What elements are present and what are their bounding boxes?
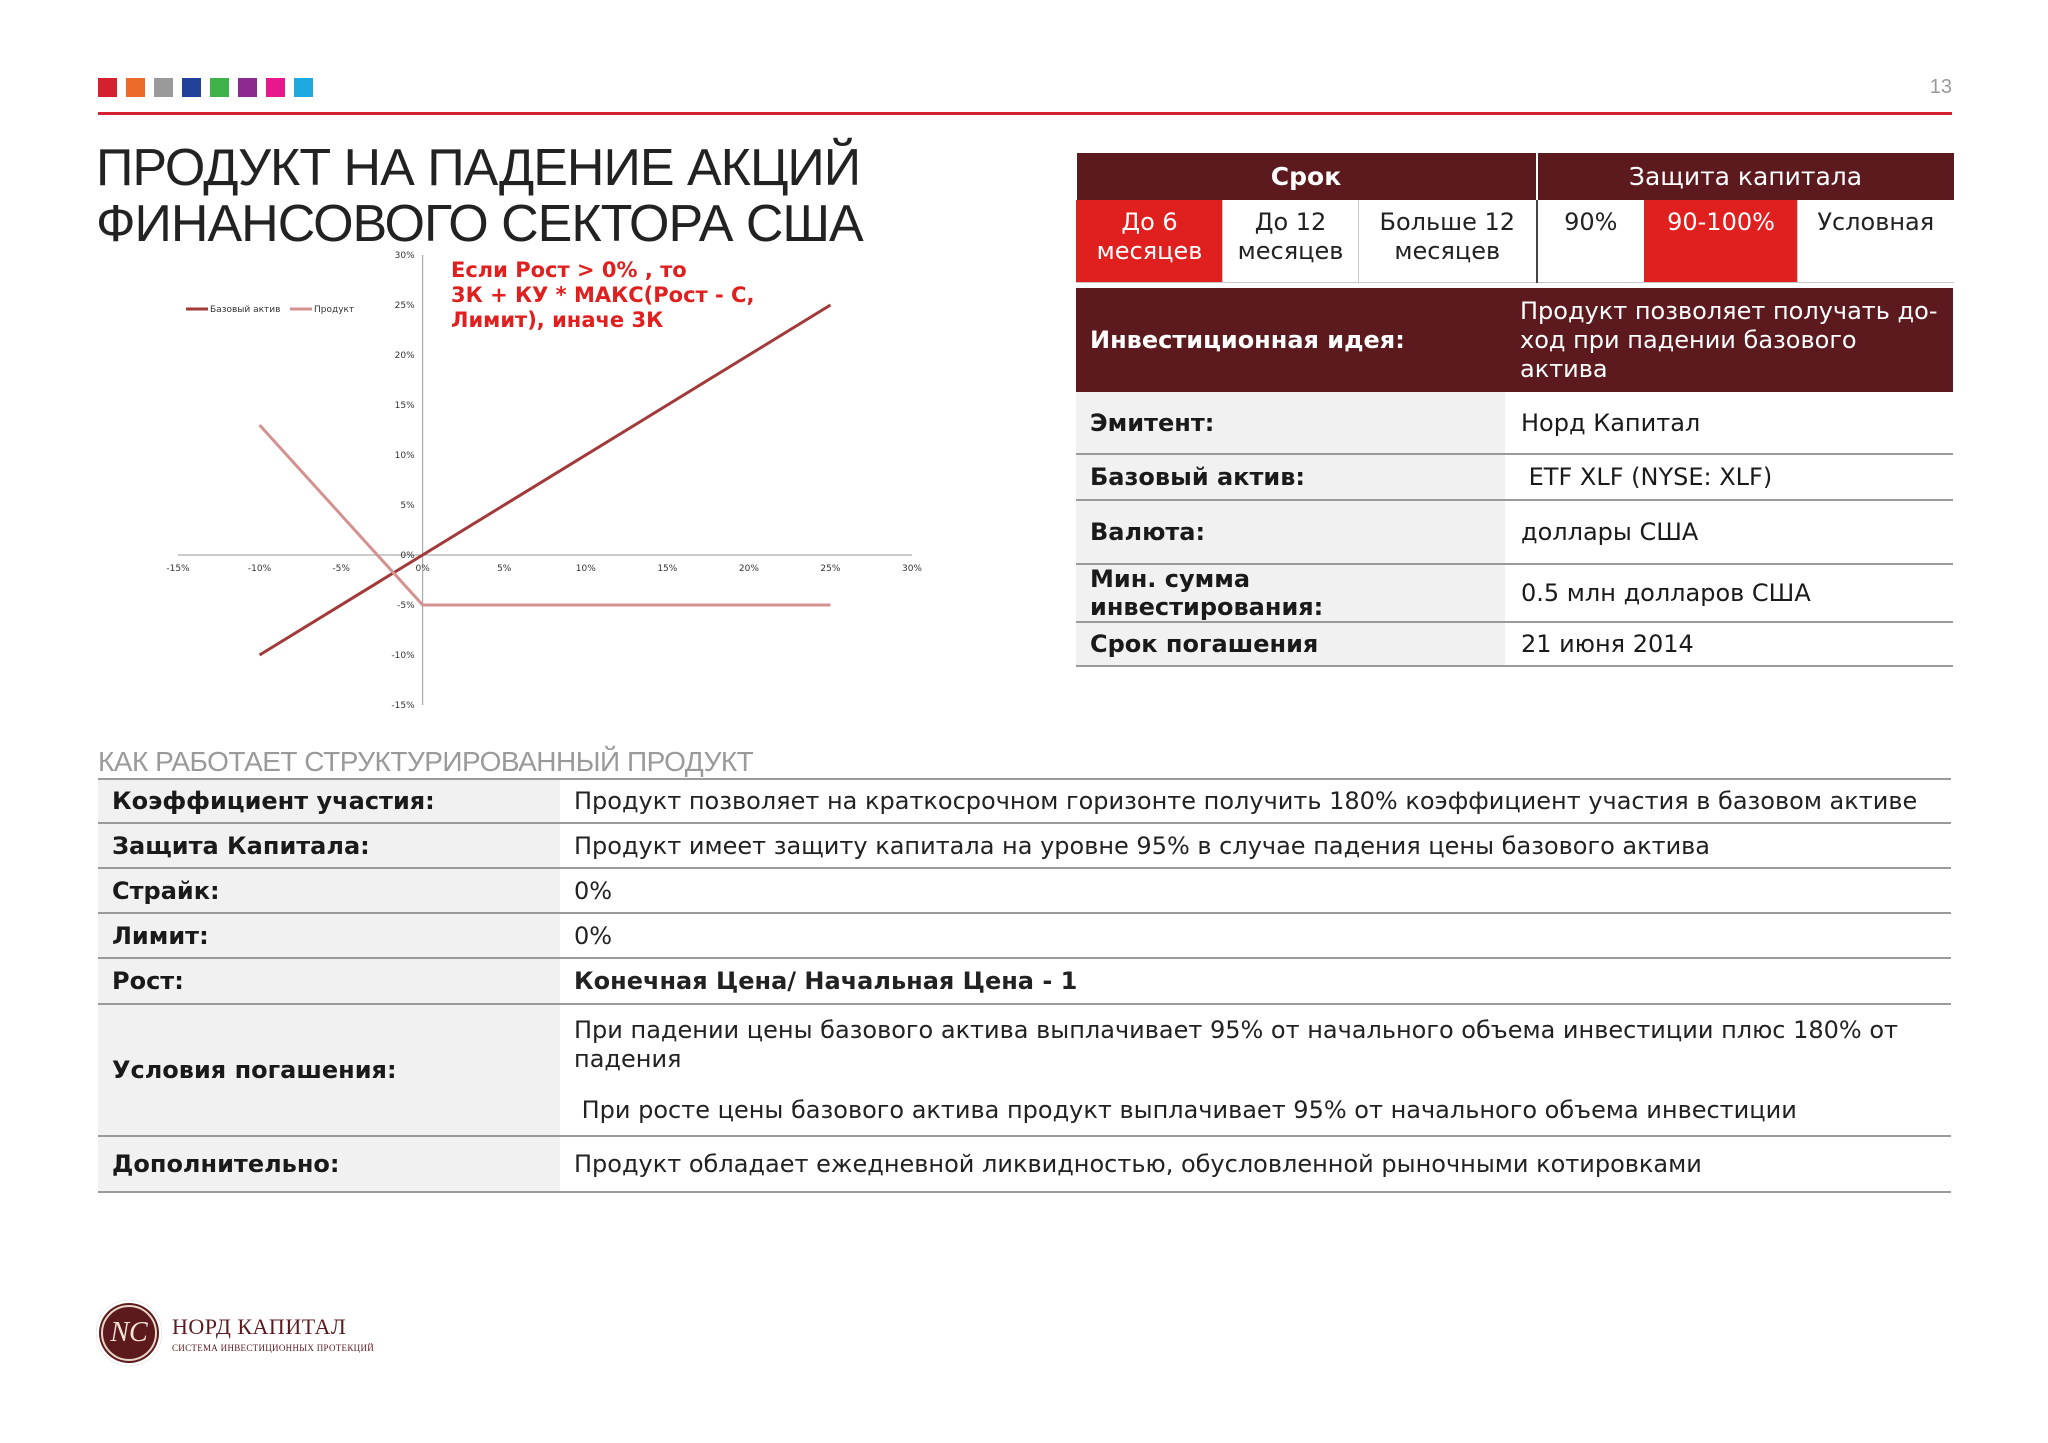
issuer-label: Эмитент:	[1076, 392, 1506, 454]
product-info-table	[1076, 288, 1953, 667]
strike-value: 0%	[560, 868, 1951, 913]
investment-idea-value: Продукт позволяет получать до-ход при падении базового актива	[1506, 288, 1953, 392]
currency-value: доллары США	[1506, 500, 1953, 564]
capital-protection-label: Защита Капитала:	[98, 823, 560, 868]
underlying-asset-value: ETF XLF (NYSE: XLF)	[1506, 454, 1953, 500]
redemption-terms-value	[560, 1004, 1951, 1136]
legend-label: Базовый актив	[210, 305, 281, 315]
participation-label: Коэффициент участия:	[98, 779, 560, 823]
x-tick-label: 25%	[820, 564, 841, 574]
logo-emblem-icon: NC	[96, 1300, 162, 1366]
y-tick-label: 20%	[394, 351, 415, 361]
protection-option-90: 90%	[1537, 200, 1645, 283]
page-title: ПРОДУКТ НА ПАДЕНИЕ АКЦИЙ ФИНАНСОВОГО СЕКТОРА США	[96, 139, 863, 253]
maturity-date-value: 21 июня 2014	[1506, 622, 1953, 666]
min-investment-value: 0.5 млн долларов США	[1506, 564, 1953, 622]
y-tick-label: 25%	[394, 301, 415, 311]
y-tick-label: -5%	[397, 601, 415, 611]
payoff-formula: Если Рост > 0% , то 3К + КУ * МАКС(Рост - С, Лимит), иначе 3К	[451, 258, 755, 332]
header-divider	[98, 112, 1952, 115]
issuer-value: Норд Капитал	[1506, 392, 1953, 454]
additional-label: Дополнительно:	[98, 1136, 560, 1192]
term-header: Срок	[1077, 153, 1537, 200]
color-swatch	[154, 78, 173, 97]
x-tick-label: 15%	[657, 564, 678, 574]
y-tick-label: 0%	[400, 551, 415, 561]
term-option-over-12m: Больше 12 месяцев	[1359, 200, 1537, 283]
min-investment-label: Мин. сумма инвестирования:	[1076, 564, 1506, 622]
term-option-12m: До 12 месяцев	[1223, 200, 1359, 283]
redemption-term-rise: При росте цены базового актива продукт выплачивает 95% от начального объема инвестиции	[574, 1095, 1797, 1124]
logo-name: НОРД КАПИТАЛ	[172, 1313, 347, 1339]
legend-label: Продукт	[314, 305, 355, 315]
strike-label: Страйк:	[98, 868, 560, 913]
participation-value: Продукт позволяет на краткосрочном горизонте получить 180% коэффициент участия в базовом активе	[560, 779, 1951, 823]
color-swatch	[126, 78, 145, 97]
redemption-term-fall: При падении цены базового актива выплачивает 95% от начального объема инвестиции плюс 180% от падения	[574, 1015, 1899, 1073]
series-line-base-asset	[260, 305, 831, 655]
x-tick-label: -15%	[166, 564, 190, 574]
company-logo	[96, 1300, 374, 1366]
limit-value: 0%	[560, 913, 1951, 958]
additional-value: Продукт обладает ежедневной ликвидностью, обусловленной рыночными котировками	[560, 1136, 1951, 1192]
color-swatches	[98, 78, 313, 97]
page-number: 13	[1929, 76, 1952, 98]
maturity-date-label: Срок погашения	[1076, 622, 1506, 666]
y-tick-label: -10%	[391, 651, 415, 661]
growth-value: Конечная Цена/ Начальная Цена - 1	[560, 958, 1951, 1004]
x-tick-label: 30%	[901, 564, 923, 574]
color-swatch	[182, 78, 201, 97]
protection-option-conditional: Условная	[1798, 200, 1954, 283]
protection-option-90-100: 90-100%	[1645, 200, 1798, 283]
currency-label: Валюта:	[1076, 500, 1506, 564]
color-swatch	[266, 78, 285, 97]
redemption-terms-label: Условия погашения:	[98, 1004, 560, 1136]
how-it-works-title: КАК РАБОТАЕТ СТРУКТУРИРОВАННЫЙ ПРОДУКТ	[98, 746, 754, 777]
limit-label: Лимит:	[98, 913, 560, 958]
color-swatch	[238, 78, 257, 97]
term-option-6m: До 6 месяцев	[1077, 200, 1223, 283]
x-tick-label: -10%	[247, 564, 272, 574]
logo-tagline: СИСТЕМА ИНВЕСТИЦИОННЫХ ПРОТЕКЦИЙ	[172, 1342, 375, 1353]
color-swatch	[294, 78, 313, 97]
y-tick-label: 5%	[400, 501, 415, 511]
y-tick-label: 10%	[394, 451, 415, 461]
y-tick-label: 30%	[394, 251, 415, 261]
color-swatch	[98, 78, 117, 97]
x-tick-label: -5%	[332, 564, 350, 574]
capital-protection-value: Продукт имеет защиту капитала на уровне 95% в случае падения цены базового актива	[560, 823, 1951, 868]
y-tick-label: -15%	[391, 701, 415, 711]
growth-label: Рост:	[98, 958, 560, 1004]
x-tick-label: 0%	[415, 564, 430, 574]
underlying-asset-label: Базовый актив:	[1076, 454, 1506, 500]
product-spec-table	[1076, 153, 1954, 283]
capital-protection-header: Защита капитала	[1537, 153, 1954, 200]
x-tick-label: 10%	[575, 564, 596, 574]
x-tick-label: 20%	[738, 564, 759, 574]
color-swatch	[210, 78, 229, 97]
how-it-works-table	[98, 778, 1951, 1193]
series-line-product	[260, 425, 831, 605]
investment-idea-label: Инвестиционная идея:	[1076, 288, 1506, 392]
y-tick-label: 15%	[394, 401, 415, 411]
x-tick-label: 5%	[497, 564, 512, 574]
